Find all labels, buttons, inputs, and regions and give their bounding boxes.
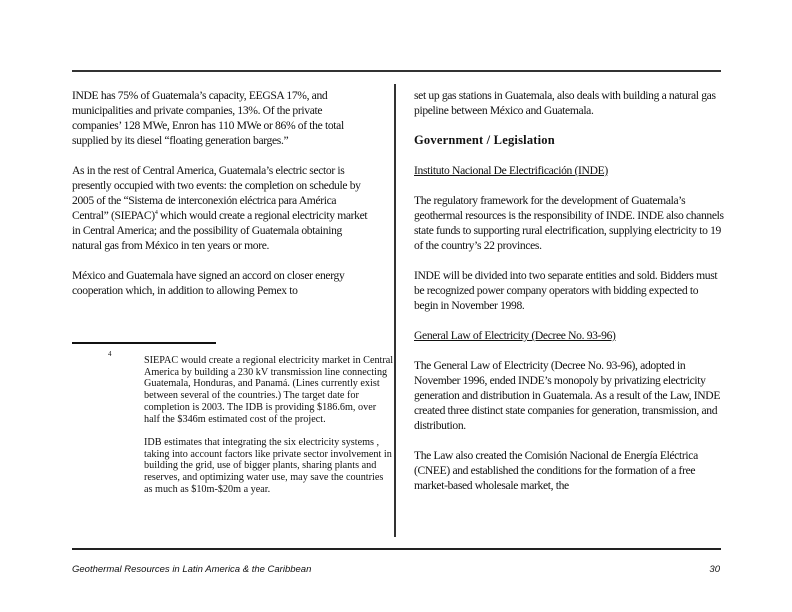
footnote-separator [72, 342, 216, 344]
paragraph-capacity: INDE has 75% of Guatemala’s capacity, EEGSA 17%, and municipalities and private companies, 13%. Of the private companies’ 128 MWe, Enron has 110 MWe or 86% of the total supplied by its diesel “floating generation barges.” [72, 89, 344, 147]
left-column [72, 88, 372, 313]
paragraph-accord: México and Guatemala have signed an accord on closer energy cooperation which, in addition to allowing Pemex to [72, 269, 345, 297]
section-heading: Government / Legislation [414, 133, 555, 147]
footnote [144, 355, 394, 507]
footnote-paragraph: IDB estimates that integrating the six electricity systems , taking into account factors like private sector involvement in building the grid, use of bigger plants, sharing plants and reserves, and optimizing water use, may save the countries as much as $10m-$20m a year. [144, 436, 392, 495]
paragraph-continuation: set up gas stations in Guatemala, also deals with building a natural gas pipeline between México and Guatemala. [414, 89, 716, 117]
footer-title: Geothermal Resources in Latin America & the Caribbean [72, 564, 312, 575]
subheading-inde: Instituto Nacional De Electrificación (INDE) [414, 164, 608, 177]
paragraph-general-law: The General Law of Electricity (Decree No. 93-96), adopted in November 1996, ended INDE’s monopoly by privatizing electricity generation and distribution in Guatemala. As a result of the Law, INDE created three distinct state companies for generation, transmission, and distribution. [414, 359, 721, 432]
header-rule [72, 70, 721, 72]
paragraph-electric-sector-a: As in the rest of Central America, Guatemala’s electric sector is presently occupied with two events: the completion on schedule by 2005 of the “Sistema de interconexión eléctrica para América Central” (SIEPAC) [72, 164, 361, 222]
paragraph-cnee: The Law also created the Comisión Nacional de Energía Eléctrica (CNEE) and established the conditions for the formation of a free market-based wholesale market, the [414, 449, 698, 492]
subheading-general-law: General Law of Electricity (Decree No. 93-96) [414, 329, 616, 342]
footnote-number: 4 [108, 350, 112, 358]
paragraph-electric-sector [72, 163, 372, 253]
paragraph-inde-division: INDE will be divided into two separate entities and sold. Bidders must be recognized power company operators with bidding expected to begin in November 1998. [414, 269, 718, 312]
right-column [414, 88, 724, 508]
column-divider [394, 84, 396, 537]
footer-rule [72, 548, 721, 550]
paragraph-regulatory: The regulatory framework for the development of Guatemala’s geothermal resources is the responsibility of INDE. INDE also channels state funds to supporting rural electrification, supplying electricity to 19 of the country’s 22 provinces. [414, 194, 724, 252]
page-number: 30 [709, 564, 720, 575]
footnote-paragraph: SIEPAC would create a regional electricity market in Central America by building a 230 kV transmission line connecting Guatemala, Honduras, and Panamá. (Lines currently exist between several of the countries.) The target date for completion is 2003. The IDB is providing $186.6m, over half the $346m estimated cost of the project. [144, 355, 394, 425]
footnote-reference[interactable]: 4 [154, 210, 158, 217]
paragraph-electric-sector-b: which would create a regional electricity market in Central America; and the possibility of Guatemala obtaining natural gas from México in ten years or more. [72, 209, 368, 252]
